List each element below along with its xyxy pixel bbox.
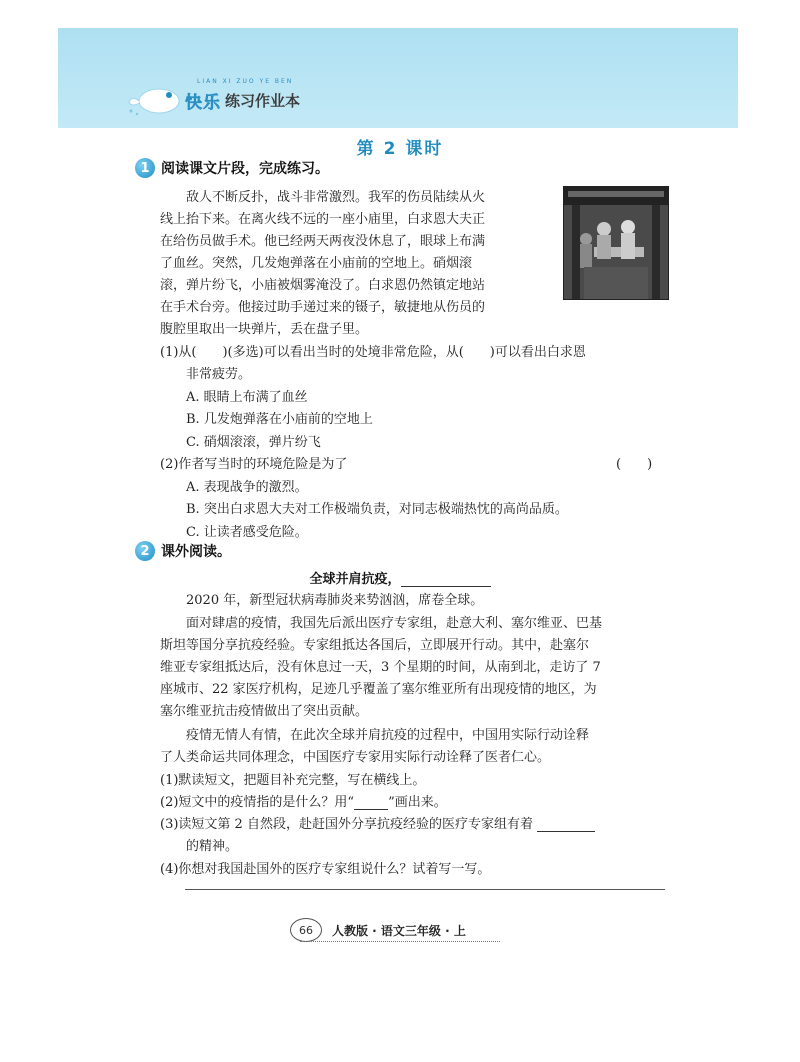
question-2-3-start: (3)读短文第 2 自然段，赴赶国外分享抗疫经验的医疗专家组有着 (160, 817, 533, 832)
article-line: 疫情无情人有情，在此次全球并肩抗疫的过程中，中国用实际行动诠释 (186, 728, 590, 743)
footer-dotted-rule (300, 941, 500, 942)
passage-line: 敌人不断反扑，战斗非常激烈。我军的伤员陆续从火 (186, 190, 486, 205)
bethune-surgery-photo (563, 186, 669, 300)
question-2-2 (160, 791, 447, 810)
article-line: 面对肆虐的疫情，我国先后派出医疗专家组，赴意大利、塞尔维亚、巴基 (186, 616, 603, 631)
page-footer (290, 918, 466, 942)
section-2-heading (135, 541, 231, 561)
question-2-1: (1)默读短文，把题目补充完整，写在横线上。 (160, 773, 426, 788)
passage-line: 在手术台旁。他接过助手递过来的镊子，敏捷地从伤员的 (160, 300, 486, 315)
section-2-title: 课外阅读。 (161, 544, 231, 560)
question-2-4: (4)你想对我国赴国外的医疗专家组说什么？试着写一写。 (160, 862, 491, 877)
article-title (0, 568, 800, 587)
logo-pinyin: LIAN XI ZUO YE BEN (197, 78, 294, 85)
page-number: 66 (290, 918, 322, 942)
question-1-1-cont: 非常疲劳。 (186, 367, 252, 382)
lesson-title: 第 2 课时 (356, 139, 444, 159)
answer-paren[interactable]: ( ) (616, 457, 653, 472)
question-2-2-start: (2)短文中的疫情指的是什么？用“ (160, 795, 355, 810)
answer-line[interactable] (185, 889, 665, 890)
article-line: 维亚专家组抵达后，没有休息过一天，3 个星期的时间，从南到北，走访了 7 (160, 660, 601, 675)
option-b: B. 几发炮弹落在小庙前的空地上 (186, 412, 373, 427)
option-b: B. 突出白求恩大夫对工作极端负责，对同志极端热忱的高尚品质。 (186, 502, 568, 517)
question-1-1: (1)从( )(多选)可以看出当时的处境非常危险，从( )可以看出白求恩 (160, 345, 586, 360)
mascot-icon (125, 85, 185, 115)
question-2-3-cont: 的精神。 (186, 839, 239, 854)
passage-line: 线上抬下来。在离火线不远的一座小庙里，白求恩大夫正 (160, 212, 486, 227)
header-logo (125, 80, 300, 120)
article-line: 2020 年，新型冠状病毒肺炎来势汹汹，席卷全球。 (186, 593, 484, 608)
underline-sample (354, 795, 388, 810)
section-number-badge: 1 (135, 158, 155, 178)
logo-sub-text: 练习作业本 (225, 91, 301, 110)
article-line: 座城市、22 家医疗机构，足迹几乎覆盖了塞尔维亚所有出现疫情的地区，为 (160, 682, 597, 697)
answer-blank[interactable] (537, 817, 595, 832)
article-line: 了人类命运共同体理念，中国医疗专家用实际行动诠释了医者仁心。 (160, 750, 551, 765)
article-line: 斯坦等国分享抗疫经验。专家组抵达各国后，立即展开行动。其中，赴塞尔 (160, 638, 590, 653)
option-a: A. 表现战争的激烈。 (186, 480, 308, 495)
option-c: C. 硝烟滚滚，弹片纷飞 (186, 435, 321, 450)
question-2-3 (160, 813, 595, 832)
section-1-title: 阅读课文片段，完成练习。 (161, 161, 329, 177)
question-2-2-end: ”画出来。 (388, 795, 447, 810)
section-number-badge: 2 (135, 541, 155, 561)
passage-line: 了血丝。突然，几发炮弹落在小庙前的空地上。硝烟滚 (160, 256, 473, 271)
option-a: A. 眼睛上布满了血丝 (186, 390, 308, 405)
passage-line: 腹腔里取出一块弹片，丢在盘子里。 (160, 322, 369, 337)
article-title-text: 全球并肩抗疫， (309, 572, 401, 587)
article-line: 塞尔维亚抗击疫情做出了突出贡献。 (160, 704, 369, 719)
section-1-heading (135, 158, 329, 178)
passage-line: 在给伤员做手术。他已经两天两夜没休息了，眼球上布满 (160, 234, 486, 249)
question-1-2: (2)作者写当时的环境危险是为了 (160, 457, 348, 472)
title-blank-line[interactable] (401, 572, 491, 587)
edition-label: 人教版 · 语文三年级 · 上 (332, 923, 466, 938)
option-c: C. 让读者感受危险。 (186, 525, 308, 540)
passage-line: 滚，弹片纷飞，小庙被烟雾淹没了。白求恩仍然镇定地站 (160, 278, 486, 293)
logo-main-text: 快乐 (185, 92, 221, 113)
